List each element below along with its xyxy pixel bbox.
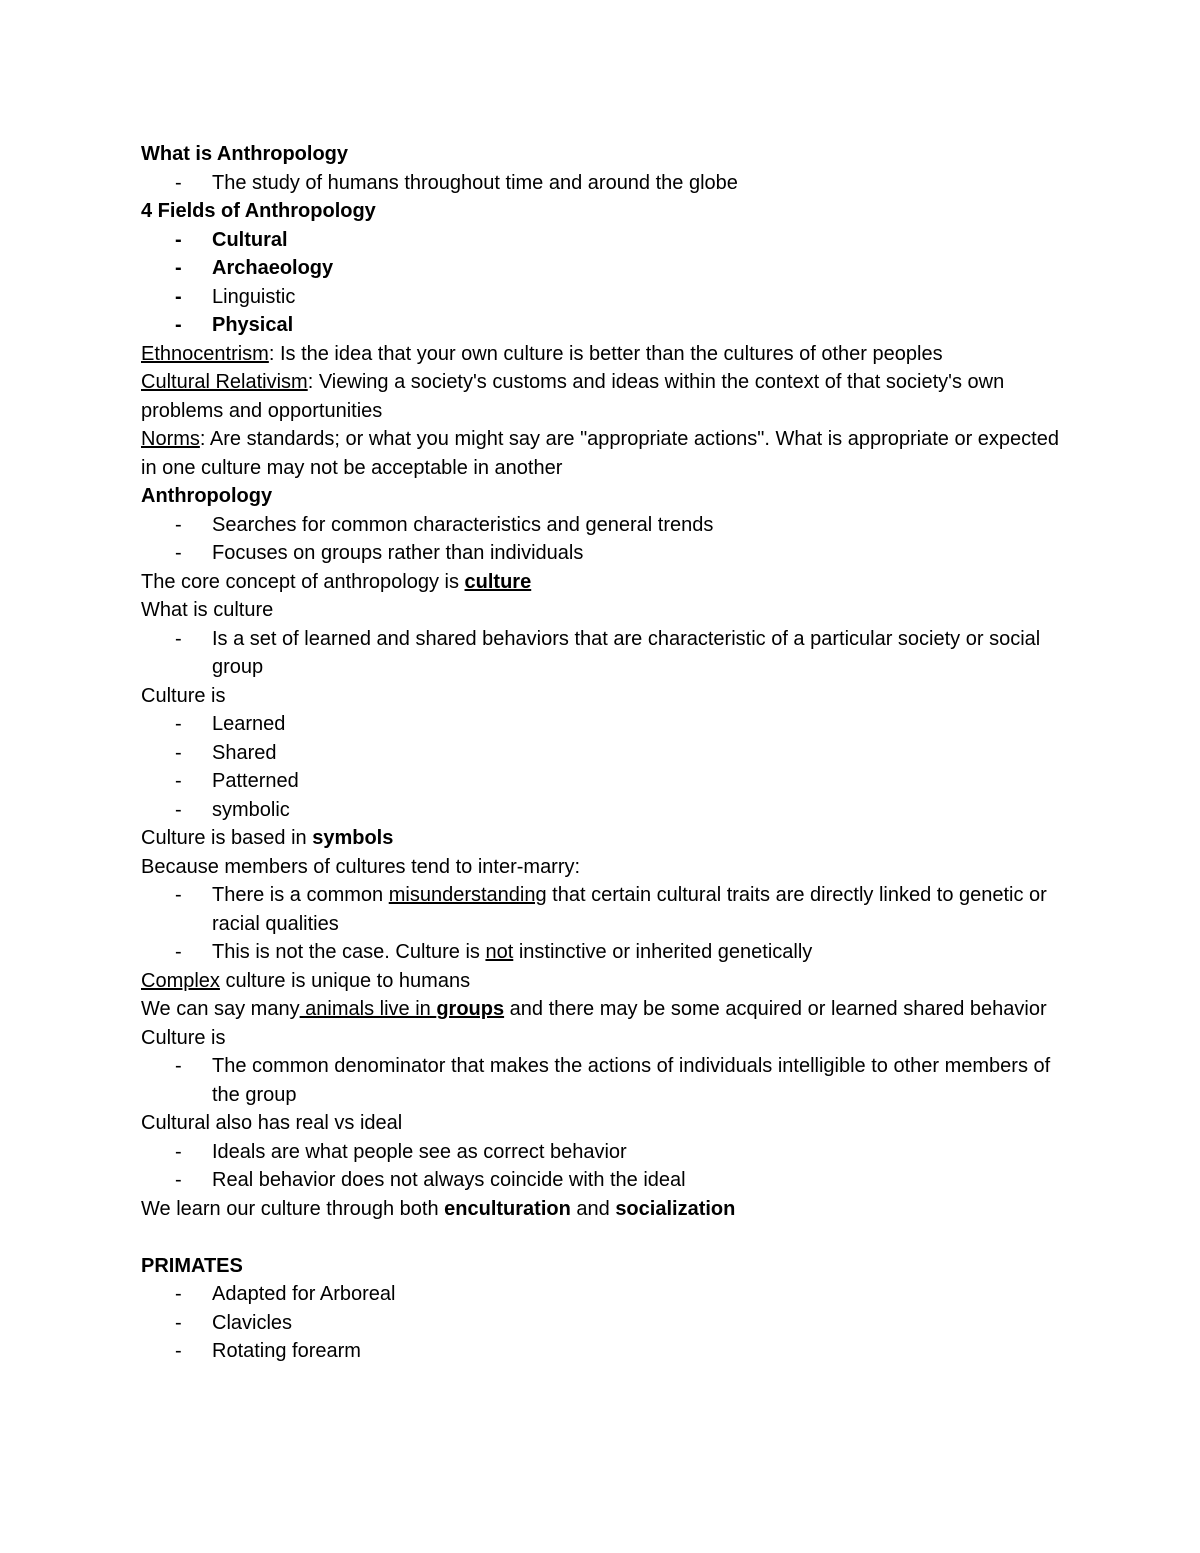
field-cultural: Cultural (212, 228, 288, 251)
term-cultural-relativism: Cultural Relativism (141, 371, 308, 393)
list-item-text: The study of humans throughout time and around the globe (212, 171, 738, 194)
bullet-dash: - (175, 798, 182, 821)
list-item (141, 539, 1061, 568)
bullet-dash: - (175, 513, 182, 536)
symbols-line (141, 824, 1061, 853)
field-archaeology: Archaeology (212, 257, 334, 279)
list-item (141, 1337, 1061, 1366)
real-vs-ideal-line: Cultural also has real vs ideal (141, 1112, 403, 1134)
bullet-dash: - (175, 1169, 182, 1191)
culture-is-line-2: Culture is (141, 1026, 226, 1049)
animals-text: We can say many (141, 998, 300, 1020)
list-item-text: Shared (212, 741, 277, 764)
field-linguistic: Linguistic (212, 285, 296, 308)
list-item-text: Learned (212, 713, 286, 735)
definition-cultural-relativism (141, 368, 1061, 425)
list-item-text: that certain cultural traits are directly linked to genetic or racial qualities (212, 884, 1047, 935)
list-item (141, 311, 1061, 340)
bullet-dash: - (175, 713, 182, 735)
list-item (141, 1166, 1061, 1195)
list-item-text: Ideals are what people see as correct behavior (212, 1140, 627, 1163)
bullet-dash: - (175, 314, 182, 336)
underlined-word: Complex (141, 969, 220, 992)
heading-anthropology: Anthropology (141, 485, 273, 507)
core-concept-text: The core concept of anthropology is (141, 570, 465, 593)
underlined-phrase: animals live in (299, 998, 437, 1020)
enculturation-word: enculturation (444, 1197, 571, 1220)
list-item (141, 938, 1061, 967)
term-norms: Norms (141, 428, 200, 450)
list-item (141, 767, 1061, 796)
list-item-text: Real behavior does not always coincide with the ideal (212, 1169, 686, 1191)
bullet-dash: - (175, 884, 182, 906)
bullet-dash: - (175, 1140, 182, 1163)
bullet-dash: - (175, 1283, 182, 1305)
symbols-word: symbols (312, 827, 394, 849)
list-item (141, 169, 1061, 198)
definition-text: : Is the idea that your own culture is better than the cultures of other peoples (268, 342, 943, 365)
what-is-culture-line: What is culture (141, 599, 274, 621)
list-item-text: instinctive or inherited genetically (513, 941, 813, 963)
term-ethnocentrism: Ethnocentrism (141, 342, 269, 365)
list-item (141, 511, 1061, 540)
bullet-dash: - (175, 171, 182, 194)
animals-text: and there may be some acquired or learned shared behavior (504, 998, 1047, 1020)
heading-four-fields: 4 Fields of Anthropology (141, 200, 376, 222)
bullet-dash: - (175, 1055, 182, 1077)
blank-line (141, 1223, 1061, 1252)
list-item (141, 796, 1061, 825)
learn-text: We learn our culture through both (141, 1197, 445, 1220)
learn-text: and (570, 1197, 616, 1220)
underlined-word: misunderstanding (388, 884, 547, 906)
bullet-dash: - (175, 770, 182, 792)
list-item (141, 739, 1061, 768)
list-item (141, 226, 1061, 255)
list-item-text: Rotating forearm (212, 1340, 361, 1362)
learn-culture-line (141, 1195, 1061, 1224)
list-item (141, 1052, 1061, 1109)
list-item-text: This is not the case. Culture is (212, 941, 486, 963)
list-item-text: There is a common (212, 884, 389, 906)
bullet-dash: - (175, 741, 182, 764)
complex-culture-line (141, 967, 1061, 996)
list-item (141, 881, 1061, 938)
definition-norms (141, 425, 1061, 482)
bullet-dash: - (175, 542, 182, 564)
bullet-dash: - (175, 1340, 182, 1362)
list-item-text: Focuses on groups rather than individuals (212, 542, 584, 564)
because-line: Because members of cultures tend to inter-marry: (141, 855, 581, 878)
list-item-text: Searches for common characteristics and general trends (212, 513, 714, 536)
animals-line (141, 995, 1061, 1024)
heading-primates: PRIMATES (141, 1254, 243, 1277)
definition-ethnocentrism (141, 340, 1061, 369)
list-item (141, 1309, 1061, 1338)
bullet-dash: - (175, 1311, 182, 1334)
list-item-text: Is a set of learned and shared behaviors that are characteristic of a particular society or social group (212, 627, 1041, 678)
list-item (141, 254, 1061, 283)
socialization-word: socialization (615, 1197, 736, 1220)
document-page (141, 140, 1061, 1366)
heading-what-is-anthropology: What is Anthropology (141, 143, 349, 165)
bullet-dash: - (175, 941, 182, 963)
underlined-word: not (485, 941, 514, 963)
bullet-dash: - (175, 627, 182, 650)
definition-text: : Viewing a society's customs and ideas within the context of that society's own problems and opportunities (141, 371, 1005, 422)
core-concept-word: culture (464, 570, 532, 593)
list-item (141, 283, 1061, 312)
groups-word: groups (436, 998, 505, 1020)
list-item-text: Patterned (212, 770, 299, 792)
field-physical: Physical (212, 314, 294, 336)
definition-text: : Are standards; or what you might say are "appropriate actions". What is appropriate or expected in one culture may not be acceptable in another (141, 428, 1059, 479)
list-item (141, 1138, 1061, 1167)
bullet-dash: - (175, 228, 182, 251)
symbols-text: Culture is based in (141, 827, 313, 849)
culture-is-line: Culture is (141, 684, 226, 707)
core-concept-line (141, 568, 1061, 597)
list-item-text: The common denominator that makes the actions of individuals intelligible to other members of the group (212, 1055, 1051, 1106)
list-item-text: Clavicles (212, 1311, 293, 1334)
list-item-text: symbolic (212, 798, 290, 821)
bullet-dash: - (175, 285, 182, 308)
list-item (141, 625, 1061, 682)
bullet-dash: - (175, 257, 182, 279)
list-item (141, 710, 1061, 739)
complex-culture-text: culture is unique to humans (219, 969, 471, 992)
list-item-text: Adapted for Arboreal (212, 1283, 396, 1305)
list-item (141, 1280, 1061, 1309)
